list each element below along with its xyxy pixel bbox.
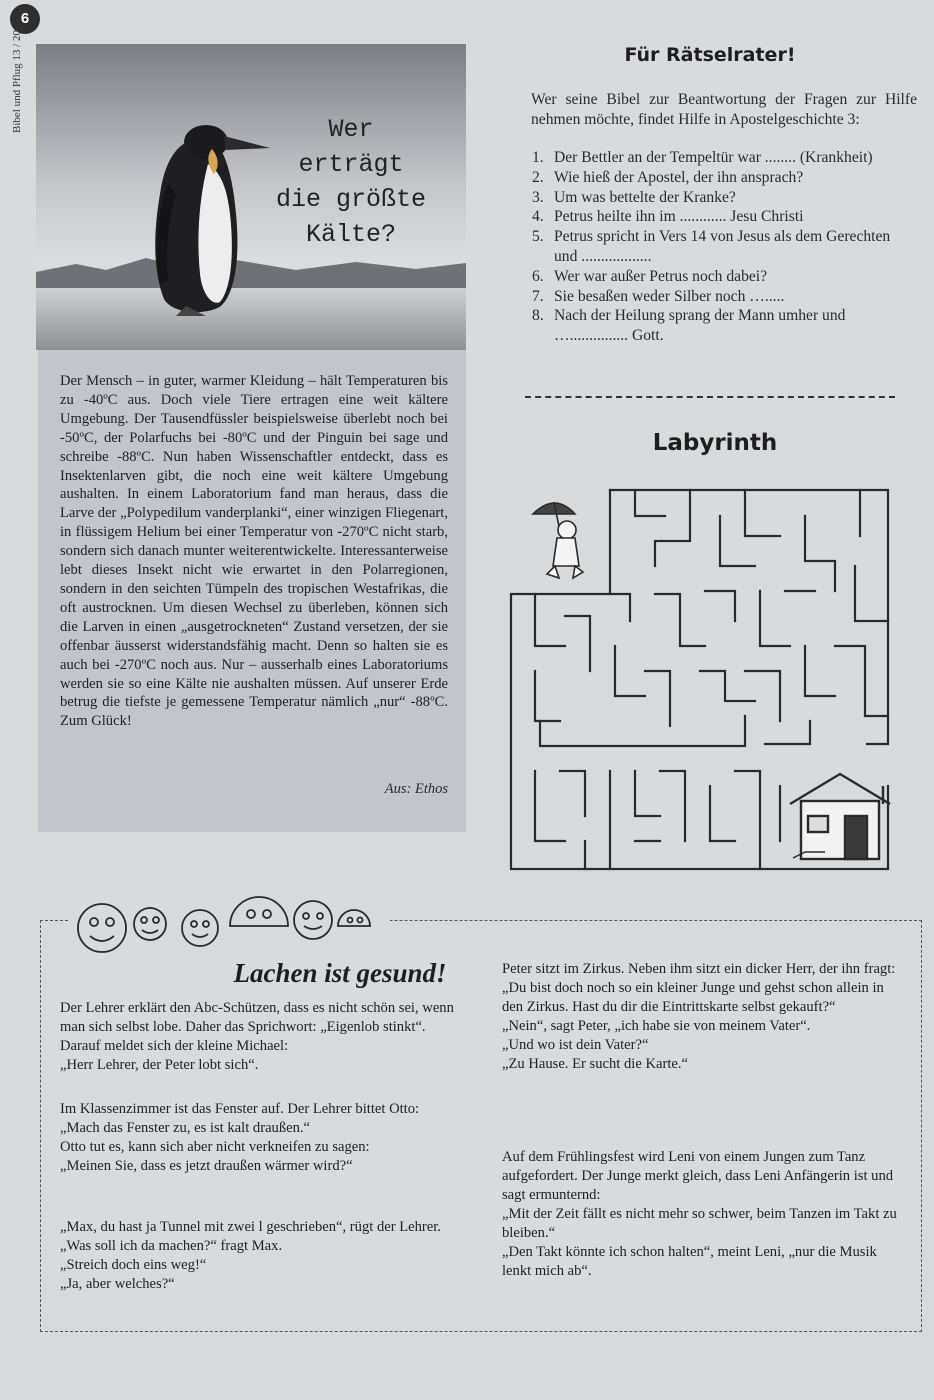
- article-source: Aus: Ethos: [384, 781, 448, 797]
- labyrinth-title: Labyrinth: [652, 430, 778, 456]
- quiz-question: 8. Nach der Heilung sprang der Mann umher und …............... Gott.: [532, 307, 846, 345]
- joke-text: [502, 1148, 898, 1281]
- joke-line: Otto tut es, kann sich aber nicht verkneifen zu sagen:: [60, 1139, 370, 1155]
- joke-line: „Herr Lehrer, der Peter lobt sich“.: [60, 1057, 259, 1073]
- joke-line: Im Klassenzimmer ist das Fenster auf. Der Lehrer bittet Otto:: [60, 1101, 420, 1117]
- quiz-question: 1. Der Bettler an der Tempeltür war ........ (Krankheit): [532, 149, 873, 166]
- joke-line: „Und wo ist dein Vater?“: [502, 1037, 649, 1053]
- quiz-question: 4. Petrus heilte ihn im ............ Jesu Christi: [532, 208, 804, 226]
- publication-side-label: Bibel und Pflug 13 / 2015: [11, 19, 23, 133]
- article-title-line: erträgt: [298, 150, 404, 179]
- quiz-question: 6. Wer war außer Petrus noch dabei?: [532, 267, 768, 285]
- article-title-line: die größte: [275, 185, 427, 214]
- joke-line: „Was soll ich da machen?“ fragt Max.: [60, 1238, 283, 1254]
- joke-line: „Nein“, sagt Peter, „ich habe sie von meinem Vater“.: [502, 1018, 811, 1034]
- quiz-question: 7. Sie besaßen weder Silber noch ….....: [532, 287, 785, 305]
- joke-line: „Mach das Fenster zu, es ist kalt draußen.“: [60, 1120, 311, 1136]
- quiz-question: 2. Wie hieß der Apostel, der ihn ansprach?: [532, 168, 804, 186]
- section-divider: [525, 396, 895, 398]
- joke-line: „Du bist doch noch so ein kleiner Junge und gehst schon allein in den Zirkus. Hast du dir die Eintrittskarte selbst gekauft?“: [502, 980, 884, 1015]
- jokes-title: Lachen ist gesund!: [233, 958, 447, 988]
- joke-line: „Ja, aber welches?“: [60, 1276, 175, 1292]
- quiz-question: 3. Um was bettelte der Kranke?: [532, 188, 736, 206]
- joke-line: „Mit der Zeit fällt es nicht mehr so schwer, beim Tanzen im Takt zu bleiben.“: [502, 1206, 897, 1241]
- joke-text: [502, 960, 898, 1074]
- boy-with-umbrella-icon: [533, 502, 583, 578]
- quiz-title: Für Rätselrater!: [624, 44, 796, 66]
- joke-line: „Meinen Sie, dass es jetzt draußen wärmer wird?“: [60, 1158, 353, 1174]
- quiz-question-list: [532, 148, 912, 346]
- article-title: [246, 112, 456, 252]
- joke-line: Auf dem Frühlingsfest wird Leni von einem Jungen zum Tanz aufgefordert. Der Junge merkt gleich, dass Leni Anfängerin ist und sagt ermunternd:: [502, 1149, 894, 1203]
- joke-text: [60, 1100, 456, 1176]
- joke-line: „Zu Hause. Er sucht die Karte.“: [502, 1056, 688, 1072]
- joke-line: „Streich doch eins weg!“: [60, 1257, 207, 1273]
- page-number-badge: 6: [10, 4, 40, 34]
- joke-line: „Max, du hast ja Tunnel mit zwei l geschrieben“, rügt der Lehrer.: [60, 1219, 441, 1235]
- article-body: Der Mensch – in guter, warmer Kleidung – hält Temperaturen bis zu -40ºC aus. Doch viele Tiere ertragen eine weit kältere Umgebung. Der Tausendfüssler beispielsweise überlebt noch bei -50ºC, der Polarfuchs bei -80ºC und der Pinguin bei sage und schreibe -88ºC. Nun haben Wissenschaftler entdeckt, dass es Insektenlarven gibt, die noch eine weit kältere Umgebung aushalten. In einem Laboratorium fand man heraus, dass die Larve der „Polypedilum vanderplanki“, einer winzigen Fliegenart, in flüssigem Helium bei einer Temperatur von -270ºC nicht starb, sondern sich danach munter weiterentwickelte. Interessanterweise lebt dieses Insekt nicht wie erwartet in den Polarregionen, sondern in den seichten Tümpeln des tropischen Westafrikas, die oft austrocknen. Um diesen Wechsel zu überleben, können sich die Larven in einen „ausgetrockneten“ Zustand versetzen, der sie offenbar äusserst widerstandsfähig macht. Denn so halten sie es auch bei -270ºC noch aus. Nur – ausserhalb eines Laboratoriums werden sie so eine Kälte nie aushalten müssen. Auf unserer Erde betrug die tiefste je gemessene Temperatur nämlich „nur“ -88ºC. Zum Glück!: [60, 373, 448, 730]
- joke-text: [60, 1218, 456, 1294]
- article-title-line: Wer: [328, 115, 374, 144]
- joke-line: Der Lehrer erklärt den Abc-Schützen, dass es nicht schön sei, wenn man sich selbst lobe. Daher das Sprichwort: „Eigenlob stinkt“. Darauf meldet sich der kleine Michael:: [60, 1000, 454, 1054]
- quiz-intro: Wer seine Bibel zur Beantwortung der Fragen zur Hilfe nehmen möchte, findet Hilfe in Apostelgeschichte 3:: [531, 91, 917, 128]
- joke-line: Peter sitzt im Zirkus. Neben ihm sitzt ein dicker Herr, der ihn fragt:: [502, 961, 896, 977]
- joke-text: [60, 999, 456, 1075]
- house-icon: [790, 774, 890, 859]
- article-title-line: Kälte?: [305, 220, 396, 249]
- quiz-question: 5. Petrus spricht in Vers 14 von Jesus als dem Gerechten und ..................: [532, 228, 891, 265]
- labyrinth-maze: [505, 486, 915, 876]
- joke-line: „Den Takt könnte ich schon halten“, meint Leni, „nur die Musik lenkt mich ab“.: [502, 1244, 877, 1279]
